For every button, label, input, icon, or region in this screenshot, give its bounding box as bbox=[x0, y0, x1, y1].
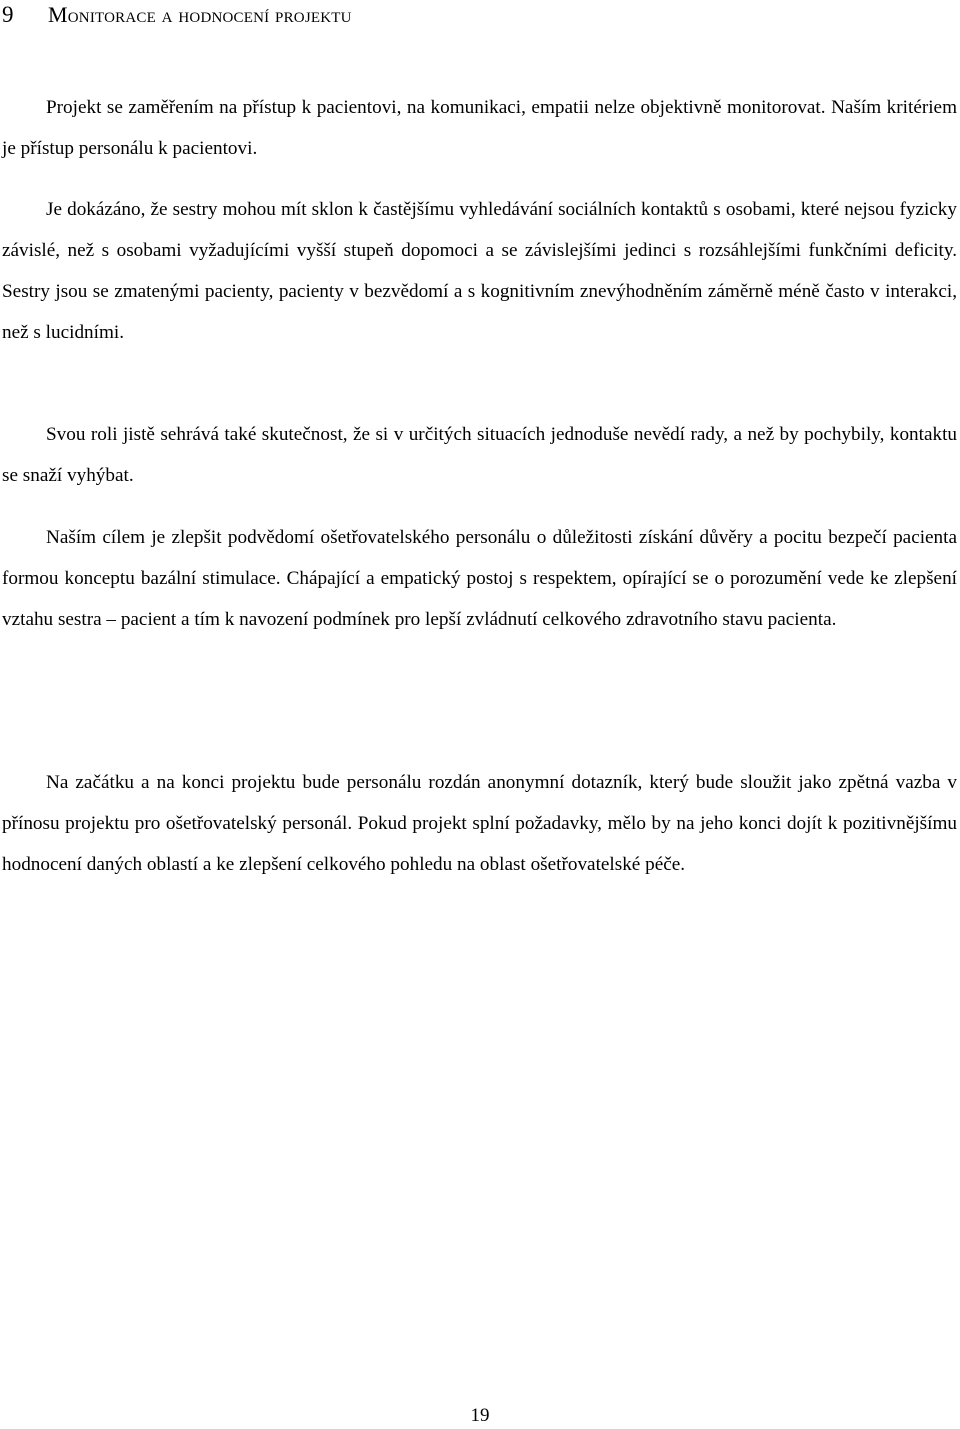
chapter-title: Monitorace a hodnocení projektu bbox=[48, 2, 352, 27]
chapter-number: 9 bbox=[2, 2, 14, 27]
paragraph-4: Naším cílem je zlepšit podvědomí ošetřovatelského personálu o důležitosti získání důvěry a pocitu bezpečí pacienta formou konceptu bazální stimulace. Chápající a empatický postoj s respektem, opírající se o porozumění vede ke zlepšení vztahu sestra – pacient a tím k navození podmínek pro lepší zvládnutí celkového zdravotního stavu pacienta. bbox=[2, 527, 957, 630]
page-number: 19 bbox=[470, 1405, 490, 1426]
paragraph-5: Na začátku a na konci projektu bude personálu rozdán anonymní dotazník, který bude sloužit jako zpětná vazba v přínosu projektu pro ošetřovatelský personál. Pokud projekt splní požadavky, mělo by na jeho konci dojít k pozitivnějšímu hodnocení daných oblastí a ke zlepšení celkového pohledu na oblast ošetřovatelské péče. bbox=[2, 772, 957, 875]
chapter-heading bbox=[2, 0, 352, 30]
paragraph-2: Je dokázáno, že sestry mohou mít sklon k častějšímu vyhledávání sociálních kontaktů s osobami, které nejsou fyzicky závislé, než s osobami vyžadujícími vyšší stupeň dopomoci a se závislejšími jedinci s rozsáhlejšími funkčními deficity. Sestry jsou se zmatenými pacienty, pacienty v bezvědomí a s kognitivním znevýhodněním záměrně méně často v interakci, než s lucidními. bbox=[2, 199, 957, 343]
paragraph-3: Svou roli jistě sehrává také skutečnost, že si v určitých situacích jednoduše nevědí rady, a než by pochybily, kontaktu se snaží vyhýbat. bbox=[2, 424, 957, 486]
paragraph-1: Projekt se zaměřením na přístup k pacientovi, na komunikaci, empatii nelze objektivně monitorovat. Naším kritériem je přístup personálu k pacientovi. bbox=[2, 97, 957, 159]
